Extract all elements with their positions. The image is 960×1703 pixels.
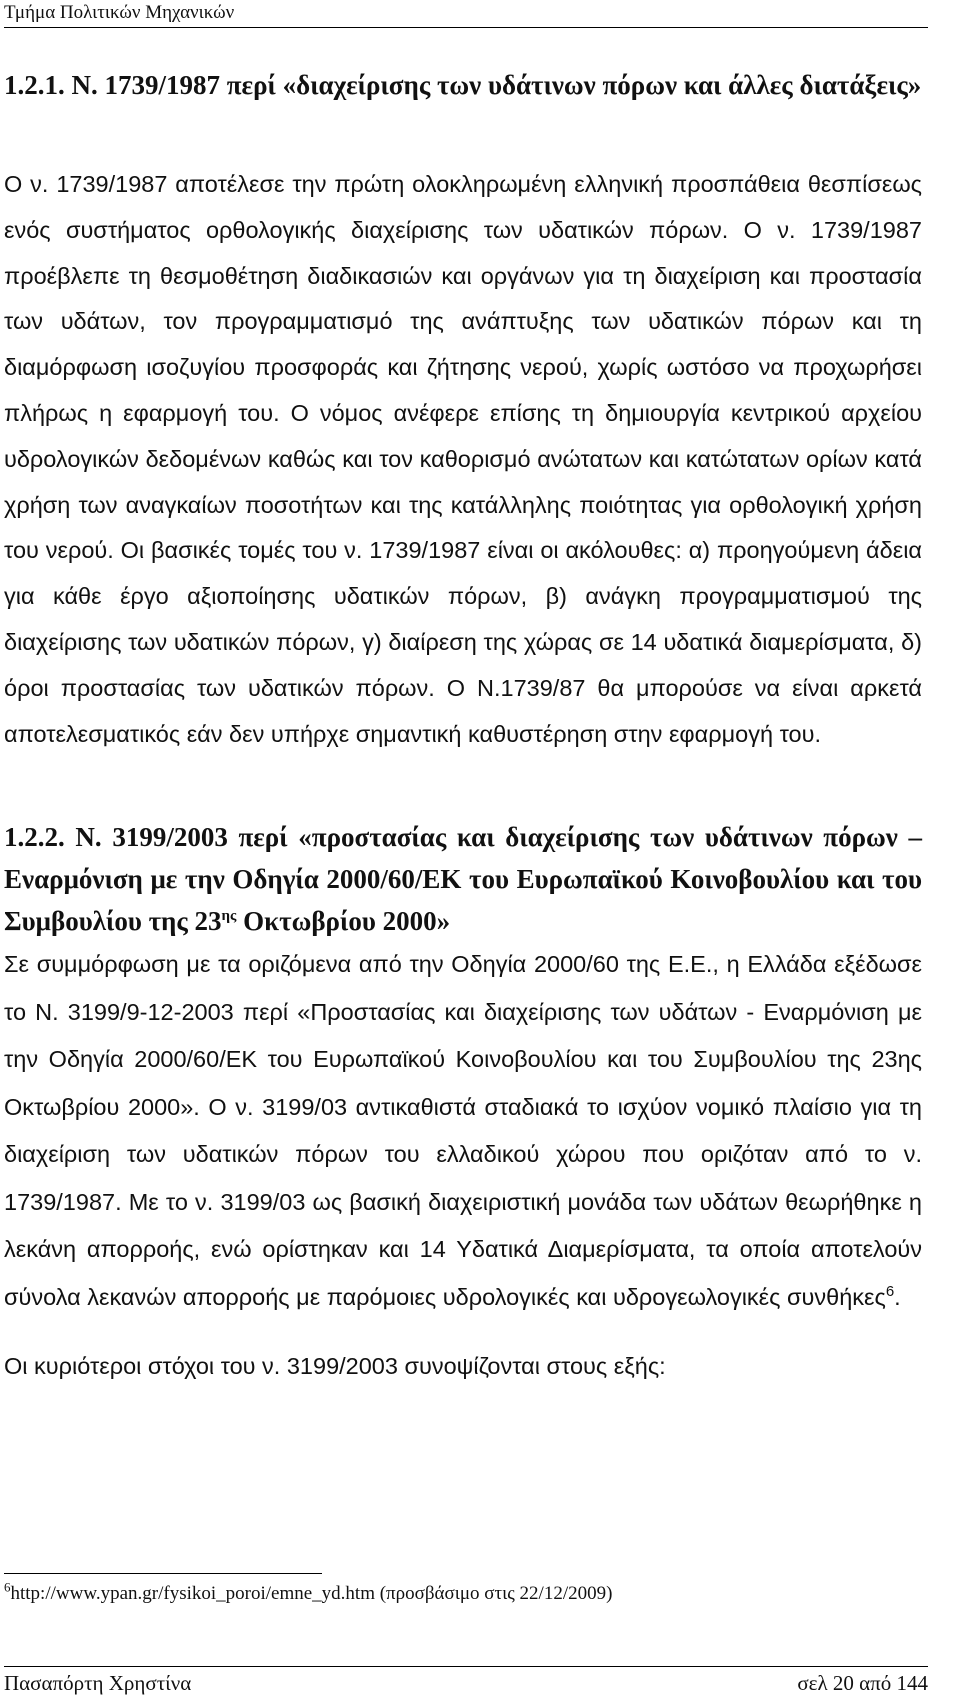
footer-author: Πασαπόρτη Χρηστίνα bbox=[4, 1671, 192, 1695]
section-1-2-1-body: Ο ν. 1739/1987 αποτέλεσε την πρώτη ολοκληρωμένη ελληνική προσπάθεια θεσπίσεως ενός συστήματος ορθολογικής διαχείρισης των υδατικών πόρων. Ο ν. 1739/1987 προέβλεπε τη θεσμοθέτηση διαδικασιών και οργάνων για τη διαχείριση και προστασία των υδάτων, τον προγραμματισμό της ανάπτυξης των υδατικών πόρων και τη διαμόρφωση ισοζυγίου προσφοράς και ζήτησης νερού, χωρίς ωστόσο να προχωρήσει πλήρως η εφαρμογή του. Ο νόμος ανέφερε επίσης τη δημιουργία κεντρικού αρχείου υδρολογικών δεδομένων καθώς και τον καθορισμό ανώτατων και κατώτατων ορίων κατά χρήση των αναγκαίων ποσοτήτων και της κατάλληλης ποιότητας για ορθολογική χρήση του νερού. Οι βασικές τομές του ν. 1739/1987 είναι οι ακόλουθες: α) προηγούμενη άδεια για κάθε έργο αξιοποίησης υδατικών πόρων, β) ανάγκη προγραμματισμού της διαχείρισης των υδατικών πόρων, γ) διαίρεση της χώρας σε 14 υδατικά διαμερίσματα, δ) όροι προστασίας των υδατικών πόρων. Ο Ν.1739/87 θα μπορούσε να είναι αρκετά αποτελεσματικός εάν δεν υπήρχε σημαντική καθυστέρηση στην εφαρμογή του. bbox=[4, 171, 922, 747]
running-header: Τμήμα Πολιτικών Μηχανικών bbox=[4, 2, 928, 28]
section-title-superscript: ης bbox=[221, 908, 237, 924]
goals-intro: Οι κυριότεροι στόχοι του ν. 3199/2003 συνοψίζονται στους εξής: bbox=[4, 1353, 666, 1379]
footnote-url[interactable]: http://www.ypan.gr/fysikoi_poroi/emne_yd.htm bbox=[10, 1583, 375, 1604]
section-1-2-2-text: Σε συμμόρφωση με τα οριζόμενα από την Οδηγία 2000/60 της Ε.Ε., η Ελλάδα εξέδωσε το Ν. 3199/9-12-2003 περί «Προστασίας και διαχείρισης των υδάτων - Εναρμόνιση με την Οδηγία 2000/60/ΕΚ του Ευρωπαϊκού Κοινοβουλίου και του Συμβουλίου της 23ης Οκτωβρίου 2000». Ο ν. 3199/03 αντικαθιστά σταδιακά το ισχύον νομικό πλαίσιο για τη διαχείριση των υδατικών πόρων του ελλαδικού χώρου που οριζόταν από το ν. 1739/1987. Με το ν. 3199/03 ως βασική διαχειριστική μονάδα των υδάτων θεωρήθηκε η λεκάνη απορροής, ενώ ορίστηκαν και 14 Υδατικά Διαμερίσματα, τα οποία αποτελούν σύνολα λεκανών απορροής με παρόμοιες υδρολογικές και υδρογεωλογικές συνθήκες bbox=[4, 951, 922, 1310]
footnote-number: 6 bbox=[4, 1579, 11, 1595]
section-title-1-2-2-text: 1.2.2. Ν. 3199/2003 περί «προστασίας και διαχείρισης των υδάτινων πόρων – Εναρμόνιση με την Οδηγία 2000/60/ΕΚ του Ευρωπαϊκού Κοινοβουλίου και του Συμβουλίου της 23 bbox=[4, 822, 922, 936]
footnote-note: (προσβάσιμο στις 22/12/2009) bbox=[374, 1583, 613, 1604]
page-number: σελ 20 από 144 bbox=[797, 1671, 928, 1695]
section-title-1-2-2-end: Οκτωβρίου 2000» bbox=[236, 906, 451, 936]
footnote bbox=[4, 1579, 922, 1606]
section-1-2-2-text-end: . bbox=[894, 1283, 901, 1310]
running-footer bbox=[4, 1670, 928, 1696]
section-title-1-2-1: 1.2.1. Ν. 1739/1987 περί «διαχείρισης των υδάτινων πόρων και άλλες διατάξεις» bbox=[4, 70, 922, 100]
footer-separator bbox=[4, 1666, 928, 1667]
footnote-reference[interactable]: 6 bbox=[885, 1282, 895, 1300]
section-title-1-2-2 bbox=[4, 816, 922, 942]
footnote-separator bbox=[4, 1573, 322, 1574]
section-1-2-2-body bbox=[4, 941, 922, 1321]
